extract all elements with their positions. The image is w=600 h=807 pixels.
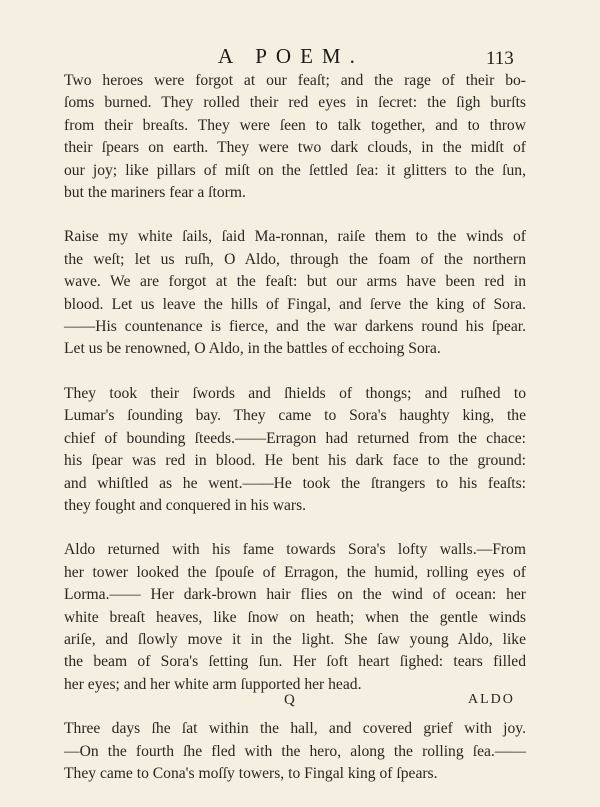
paragraph: [64, 70, 526, 204]
text-line: her eyes; and her white arm ſupported her head.: [64, 675, 362, 693]
page-footer: [0, 692, 600, 716]
text-line: They came to Cona's moſſy towers, to Fingal king of ſpears.: [64, 764, 438, 782]
text-line: Raise my white ſails, ſaid Ma-ronnan, raiſe them to the winds of: [64, 228, 526, 246]
text-line: ſoms burned. They rolled their red eyes in ſecret: the ſigh burſts: [64, 94, 526, 112]
text-line: but the mariners fear a ſtorm.: [64, 184, 246, 202]
text-line: Two heroes were forgot at our feaſt; and the rage of their bo-: [64, 72, 526, 89]
text-line: the weſt; let us ruſh, O Aldo, through the foam of the northern: [64, 250, 526, 268]
text-line: Let us be renowned, O Aldo, in the battles of ecchoing Sora.: [64, 340, 441, 358]
text-line: they fought and conquered in his wars.: [64, 496, 307, 514]
text-line: her tower looked the ſpouſe of Erragon, the humid, rolling eyes of: [64, 563, 526, 581]
page-number: 113: [486, 48, 514, 69]
catchword: ALDO: [468, 692, 515, 707]
text-line: blood. Let us leave the hills of Fingal, and ſerve the king of Sora.: [64, 295, 526, 313]
text-line: Lumar's ſounding bay. They came to Sora's haughty king, the: [64, 407, 526, 425]
text-line: ariſe, and ſlowly move it in the light. She ſaw young Aldo, like: [64, 630, 526, 648]
text-line: from their breaſts. They were ſeen to talk together, and to throw: [64, 116, 526, 134]
text-line: Three days ſhe ſat within the hall, and covered grief with joy.: [64, 720, 526, 738]
text-line: our joy; like pillars of miſt on the ſettled ſea: it glitters to the ſun,: [64, 161, 526, 179]
paragraph: [64, 383, 526, 517]
text-line: chief of bounding ſteeds.——Erragon had returned from the chace:: [64, 429, 526, 447]
text-line: Aldo returned with his fame towards Sora's lofty walls.—From: [64, 541, 526, 559]
text-line: their ſpears on earth. They were two dark clouds, in the midſt of: [64, 139, 526, 157]
paragraph: [64, 539, 526, 696]
running-title: A POEM.: [218, 44, 364, 68]
paragraph: [64, 718, 526, 785]
text-line: —On the fourth ſhe fled with the hero, along the rolling ſea.——: [64, 742, 526, 760]
text-line: and whiſtled as he went.——He took the ſtrangers to his feaſts:: [64, 474, 526, 492]
paragraph: [64, 226, 526, 360]
text-line: white breaſt heaves, like ſnow on heath; when the gentle winds: [64, 608, 526, 626]
text-line: the beam of Sora's ſetting ſun. Her ſoft heart ſighed: tears filled: [64, 653, 526, 671]
text-line: Lorma.—— Her dark-brown hair flies on the wind of ocean: her: [64, 586, 526, 604]
text-line: his ſpear was red in blood. He bent his dark face to the ground:: [64, 452, 526, 470]
text-line: They took their ſwords and ſhields of thongs; and ruſhed to: [64, 384, 526, 402]
text-line: ——His countenance is fierce, and the war darkens round his ſpear.: [64, 318, 526, 336]
signature-mark: Q: [284, 692, 295, 708]
text-line: wave. We are forgot at the feaſt: but our arms have been red in: [64, 273, 526, 291]
